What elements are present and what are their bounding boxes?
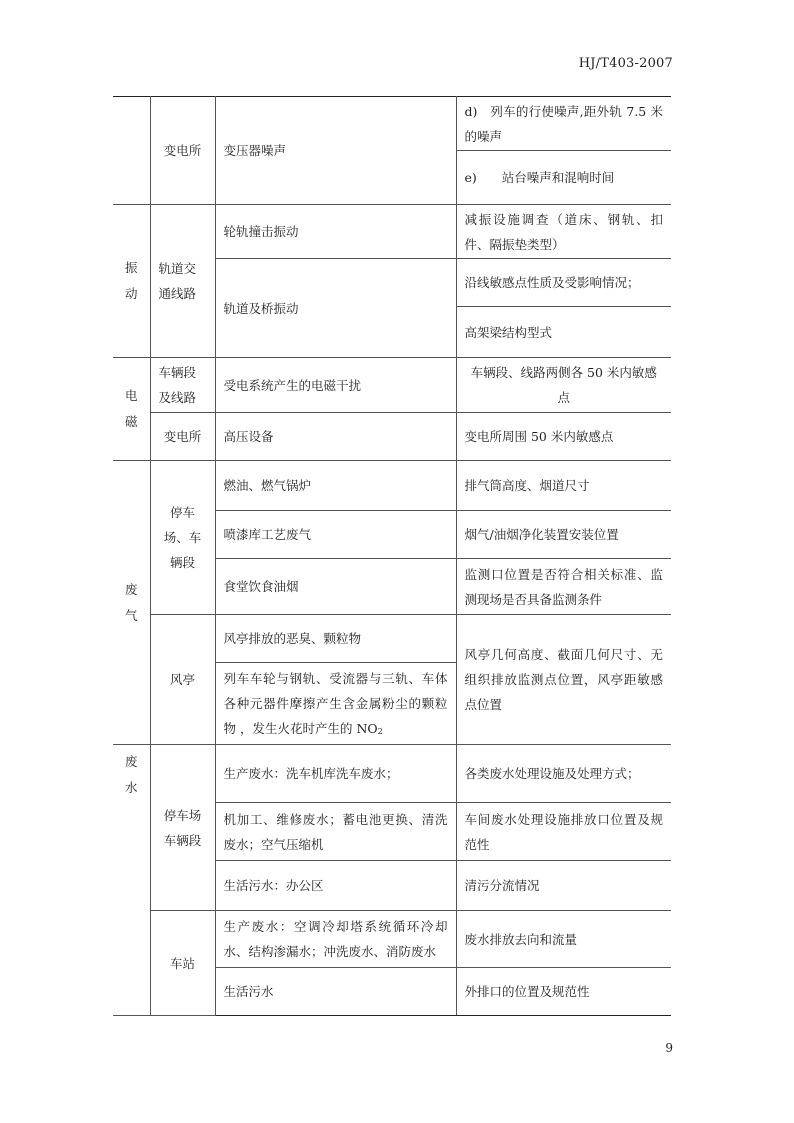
source-cell: 停车场、车辆段 xyxy=(150,461,215,615)
item-cell xyxy=(215,663,456,745)
category-cell xyxy=(113,461,150,745)
category-char: 振 xyxy=(124,260,138,275)
table-row xyxy=(113,97,671,151)
requirement-cell: 排气筒高度、烟道尺寸 xyxy=(456,461,671,511)
category-char: 水 xyxy=(124,780,138,795)
category-cell xyxy=(113,358,150,461)
category-char: 磁 xyxy=(124,414,138,429)
requirement-cell: 高架梁结构型式 xyxy=(456,307,671,358)
requirement-cell: 风亭几何高度、截面几何尺寸、无组织排放监测点位置，风亭距敏感点位置 xyxy=(456,615,671,745)
table-row xyxy=(113,745,671,803)
source-cell: 变电所 xyxy=(150,413,215,461)
table-row xyxy=(113,461,671,511)
category-cell xyxy=(113,745,150,1016)
item-cell: 生产废水：洗车机库洗车废水； xyxy=(215,745,456,803)
table-row xyxy=(113,911,671,968)
item-cell: 受电系统产生的电磁干扰 xyxy=(215,358,456,413)
item-cell: 高压设备 xyxy=(215,413,456,461)
item-text: 列车车轮与钢轨、受流器与三轨、车体各种元器件摩擦产生含金属粉尘的颗粒物 ，发生火花时产生的 NO xyxy=(223,671,448,736)
requirement-cell: 清污分流情况 xyxy=(456,861,671,911)
source-cell: 停车场车辆段 xyxy=(150,745,215,911)
item-cell: 变压器噪声 xyxy=(215,97,456,205)
item-cell: 生活污水 xyxy=(215,968,456,1016)
subscript: 2 xyxy=(377,727,383,736)
item-cell: 生活污水：办公区 xyxy=(215,861,456,911)
requirement-cell: 外排口的位置及规范性 xyxy=(456,968,671,1016)
category-char: 电 xyxy=(124,388,138,403)
source-cell: 轨道交通线路 xyxy=(150,205,215,358)
requirement-cell: 车辆段、线路两侧各 50 米内敏感点 xyxy=(456,358,671,413)
category-char: 废 xyxy=(124,581,138,597)
page-number: 9 xyxy=(665,1041,673,1055)
requirement-cell: 车间废水处理设施排放口位置及规范性 xyxy=(456,803,671,861)
table-row xyxy=(113,205,671,259)
table-row xyxy=(113,358,671,413)
source-cell: 风亭 xyxy=(150,615,215,745)
requirement-cell: d) 列车的行使噪声,距外轨 7.5 米的噪声 xyxy=(456,97,671,151)
item-cell: 食堂饮食油烟 xyxy=(215,559,456,615)
inspection-table xyxy=(113,96,671,1016)
category-cell xyxy=(113,205,150,358)
item-cell: 喷漆库工艺废气 xyxy=(215,511,456,559)
requirement-cell: 废水排放去向和流量 xyxy=(456,911,671,968)
table-row xyxy=(113,413,671,461)
item-cell: 轨道及桥振动 xyxy=(215,259,456,358)
requirement-cell: 沿线敏感点性质及受影响情况； xyxy=(456,259,671,307)
source-cell: 车站 xyxy=(150,911,215,1016)
category-char: 气 xyxy=(124,607,138,623)
category-cell xyxy=(113,97,150,205)
requirement-cell: 减振设施调查（道床、钢轨、扣件、隔振垫类型） xyxy=(456,205,671,259)
requirement-cell: 各类废水处理设施及处理方式； xyxy=(456,745,671,803)
requirement-cell: e) 站台噪声和混响时间 xyxy=(456,151,671,205)
source-cell: 变电所 xyxy=(150,97,215,205)
source-cell: 车辆段及线路 xyxy=(150,358,215,413)
item-cell: 燃油、燃气锅炉 xyxy=(215,461,456,511)
requirement-cell: 烟气/油烟净化装置安装位置 xyxy=(456,511,671,559)
item-cell: 风亭排放的恶臭、颗粒物 xyxy=(215,615,456,663)
document-code: HJ/T403-2007 xyxy=(578,56,673,71)
requirement-cell: 变电所周围 50 米内敏感点 xyxy=(456,413,671,461)
category-char: 动 xyxy=(124,286,138,301)
table-row xyxy=(113,615,671,663)
requirement-cell: 监测口位置是否符合相关标准、监测现场是否具备监测条件 xyxy=(456,559,671,615)
category-char: 废 xyxy=(124,754,138,769)
item-cell: 生产废水：空调冷却塔系统循环冷却水、结构渗漏水；冲洗废水、消防废水 xyxy=(215,911,456,968)
item-cell: 轮轨撞击振动 xyxy=(215,205,456,259)
item-cell: 机加工、维修废水；蓄电池更换、清洗废水；空气压缩机 xyxy=(215,803,456,861)
